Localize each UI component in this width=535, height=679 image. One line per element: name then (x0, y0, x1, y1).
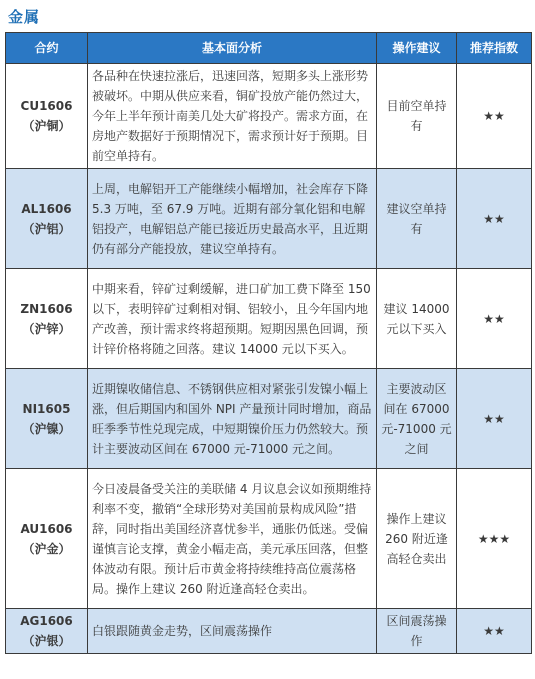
advice-cell: 主要波动区间在 67000 元-71000 元之间 (377, 369, 457, 469)
contract-name: （沪铜） (22, 119, 71, 133)
advice-cell: 操作上建议 260 附近逢高轻仓卖出 (377, 469, 457, 609)
rating-stars: ★★★ (457, 469, 532, 609)
advice-cell: 建议 14000 元以下买入 (377, 269, 457, 369)
table-row (6, 609, 532, 654)
contract-name: （沪铝） (22, 221, 71, 236)
contract-code: AL1606 (21, 201, 72, 216)
header-contract: 合约 (6, 33, 88, 64)
contract-code: CU1606 (20, 99, 73, 113)
table-row (6, 64, 532, 169)
contract-cell (6, 169, 88, 269)
analysis-cell: 上周，电解铝开工产能继续小幅增加，社会库存下降 5.3 万吨，至 67.9 万吨。近期有部分氧化铝和电解铝投产，电解铝总产能已接近历史最高水平，且近期仍有部分产能投放，建议空单持有。 (88, 169, 377, 269)
contract-cell (6, 369, 88, 469)
contract-name: （沪锌） (22, 321, 71, 336)
contract-name: （沪银） (22, 634, 71, 648)
table-row (6, 269, 532, 369)
table-row (6, 169, 532, 269)
table-row (6, 469, 532, 609)
contract-code: NI1605 (22, 401, 71, 416)
analysis-cell: 近期镍收储信息、不锈钢供应相对紧张引发镍小幅上涨，但后期国内和国外 NPI 产量预计同时增加，商品旺季季节性兑现完成，中短期镍价压力仍然较大。预计主要波动区间在 67000 元-71000 元之间。 (88, 369, 377, 469)
contract-cell (6, 64, 88, 169)
metals-table (5, 32, 532, 654)
header-advice: 操作建议 (377, 33, 457, 64)
contract-cell (6, 269, 88, 369)
contract-cell (6, 469, 88, 609)
analysis-cell: 白银跟随黄金走势，区间震荡操作 (88, 609, 377, 654)
advice-cell: 目前空单持有 (377, 64, 457, 169)
rating-stars: ★★ (457, 169, 532, 269)
section-title: 金属 (8, 8, 41, 26)
table-header-row (6, 33, 532, 64)
header-analysis: 基本面分析 (88, 33, 377, 64)
analysis-cell: 中期来看，锌矿过剩缓解，进口矿加工费下降至 150 以下，表明锌矿过剩相对铜、铝较小，且今年国内地产改善，预计需求终将超预期。短期因黑色回调，预计锌价格将随之回落。建议 14000 元以下买入。 (88, 269, 377, 369)
rating-stars: ★★ (457, 609, 532, 654)
analysis-cell: 今日凌晨备受关注的美联储 4 月议息会议如预期维持利率不变，撤销“全球形势对美国前景构成风险”措辞，同时指出美国经济喜忧参半，通胀仍低迷。受偏谨慎言论支撑，黄金小幅走高，美元承压回落，但整体波动有限。预计后市黄金将持续维持高位震荡格局。操作上建议 260 附近逢高轻仓卖出。 (88, 469, 377, 609)
advice-cell: 区间震荡操作 (377, 609, 457, 654)
advice-cell: 建议空单持有 (377, 169, 457, 269)
rating-stars: ★★ (457, 369, 532, 469)
contract-name: （沪金） (22, 541, 71, 556)
contract-code: AU1606 (20, 521, 73, 536)
header-rating: 推荐指数 (457, 33, 532, 64)
rating-stars: ★★ (457, 64, 532, 169)
contract-code: ZN1606 (20, 301, 73, 316)
contract-cell (6, 609, 88, 654)
analysis-cell: 各品种在快速拉涨后，迅速回落，短期多头上涨形势被破坏。中期从供应来看，铜矿投放产能仍然过大，今年上半年预计南美几处大矿将投产。需求方面，在房地产数据好于预期情况下，需求预计好于预期。目前空单持有。 (88, 64, 377, 169)
contract-name: （沪镍） (22, 421, 71, 436)
contract-code: AG1606 (20, 614, 73, 628)
table-row (6, 369, 532, 469)
rating-stars: ★★ (457, 269, 532, 369)
